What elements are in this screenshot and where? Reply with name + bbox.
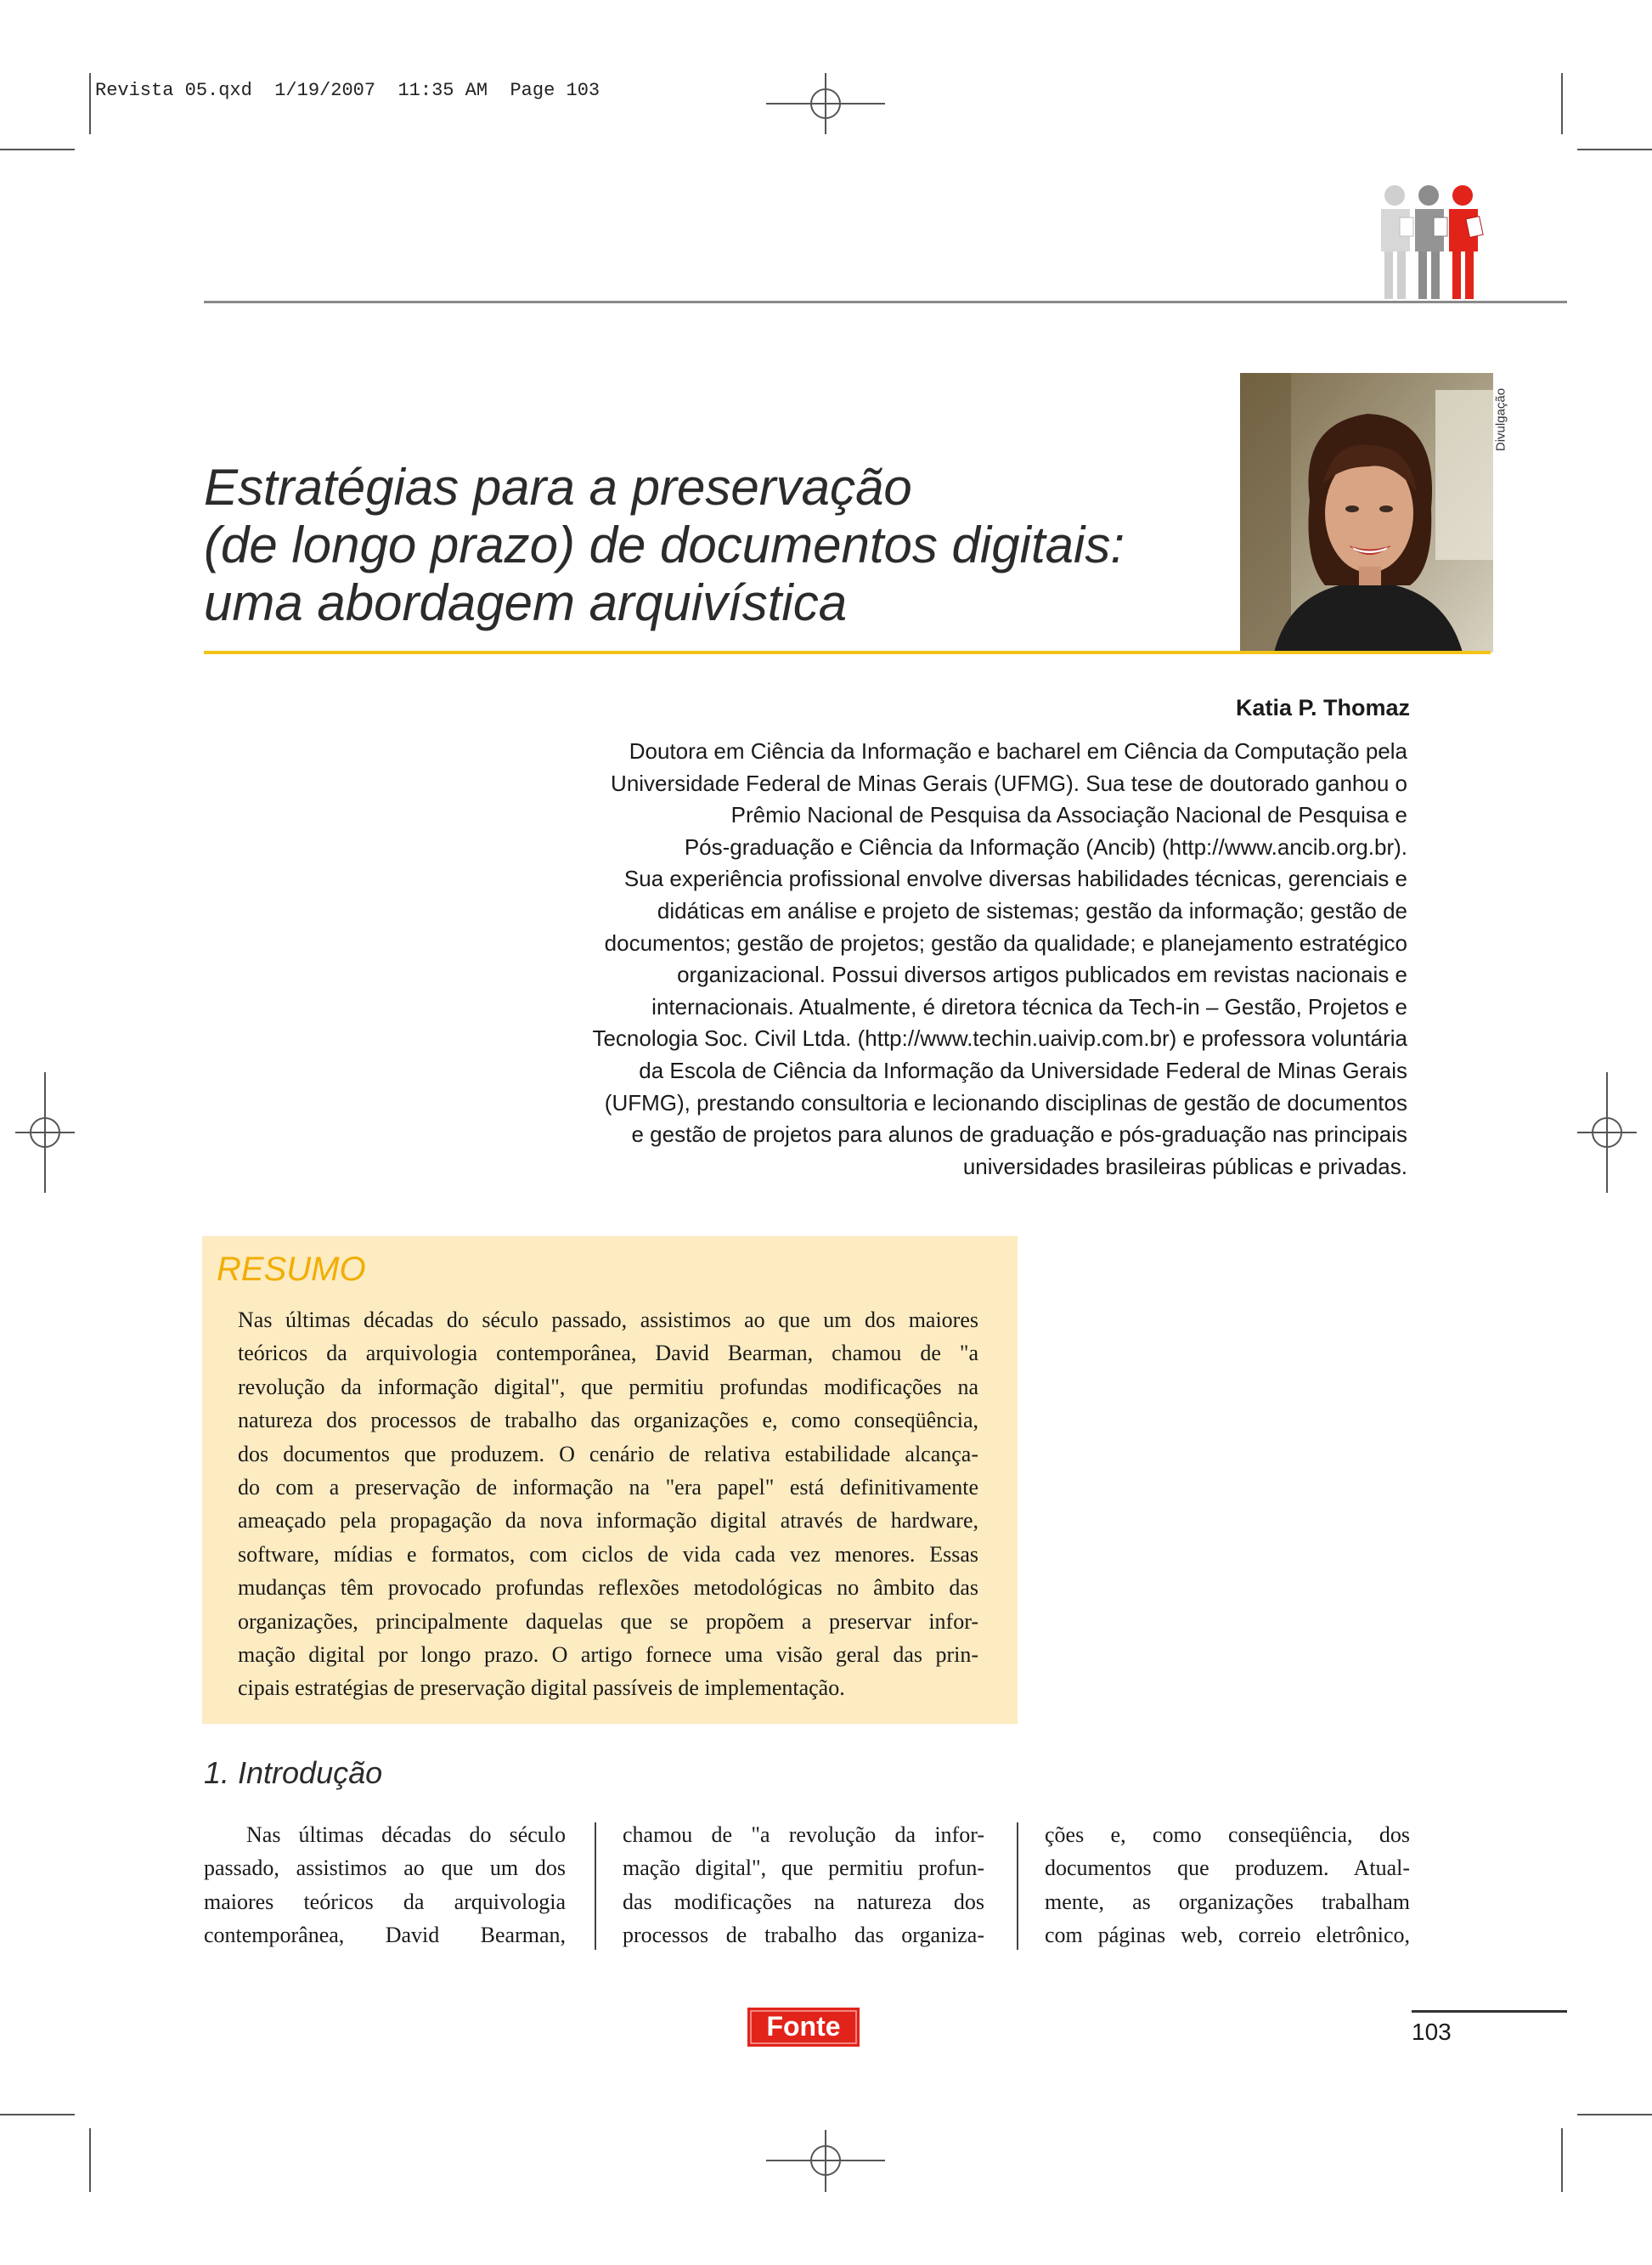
article-title (204, 459, 1249, 632)
fonte-logo-text: Fonte (766, 2011, 841, 2042)
resumo-line: organizações, principalmente daquelas que se propõem a preservar infor- (238, 1608, 978, 1634)
title-line: (de longo prazo) de documentos digitais: (204, 517, 1125, 573)
resumo-title: RESUMO (217, 1251, 366, 1288)
column-line: mação digital", que permitiu profun- (623, 1855, 984, 1881)
page-number: 103 (1412, 2019, 1452, 2045)
bio-line: Sua experiência profissional envolve diversas habilidades técnicas, gerenciais e (623, 866, 1407, 892)
author-bio (456, 736, 1407, 1183)
title-line: uma abordagem arquivística (204, 574, 848, 631)
author-name: Katia P. Thomaz (1235, 695, 1410, 720)
column-line: mente, as organizações trabalham (1045, 1889, 1410, 1914)
bio-line: e gestão de projetos para alunos de graduação e pós-graduação nas principais (631, 1121, 1407, 1148)
section-heading: 1. Introdução (204, 1755, 383, 1790)
column-line: contemporânea, David Bearman, (204, 1923, 566, 1948)
resumo-line: mudanças têm provocado profundas reflexões metodológicas no âmbito das (238, 1575, 978, 1601)
bio-line: Pós-graduação e Ciência da Informação (Ancib) (http://www.ancib.org.br). (684, 833, 1407, 860)
resumo-text (238, 1303, 978, 1705)
bio-line: Doutora em Ciência da Informação e bacharel em Ciência da Computação pela (629, 738, 1407, 764)
fonte-logo (747, 2008, 860, 2047)
bio-line: Tecnologia Soc. Civil Ltda. (http://www.techin.uaivip.com.br) e professora voluntária (592, 1025, 1407, 1052)
bio-line: universidades brasileiras públicas e privadas. (962, 1153, 1407, 1179)
resumo-line: ameaçado pela propagação da nova informação digital através de hardware, (238, 1508, 978, 1534)
resumo-line: do com a preservação de informação na "era papel" está definitivamente (238, 1475, 978, 1500)
resumo-line: revolução da informação digital", que permitiu profundas modificações na (238, 1374, 978, 1399)
bio-line: organizacional. Possui diversos artigos publicados em revistas nacionais e (677, 962, 1407, 988)
resumo-line: dos documentos que produzem. O cenário de relativa estabilidade alcança- (238, 1441, 978, 1466)
title-line: Estratégias para a preservação (204, 459, 912, 516)
column-line: processos de trabalho das organiza- (623, 1923, 984, 1948)
column-line: passado, assistimos ao que um dos (204, 1855, 566, 1881)
header-rule (204, 301, 1567, 303)
author-portrait (1240, 373, 1493, 652)
resumo-line: Nas últimas décadas do século passado, assistimos ao que um dos maiores (238, 1308, 978, 1332)
column-divider (1017, 1822, 1018, 1950)
resumo-line: teóricos da arquivologia contemporânea, David Bearman, chamou de "a (238, 1341, 978, 1366)
column-line: com páginas web, correio eletrônico, (1045, 1923, 1410, 1948)
bio-line: internacionais. Atualmente, é diretora técnica da Tech-in – Gestão, Projetos e (651, 993, 1407, 1020)
photo-credit (1488, 377, 1514, 462)
resumo-line: mação digital por longo prazo. O artigo fornece uma visão geral das prin- (238, 1642, 978, 1668)
bio-line: da Escola de Ciência da Informação da Universidade Federal de Minas Gerais (639, 1057, 1407, 1083)
bio-line: documentos; gestão de projetos; gestão da qualidade; e planejamento estratégico (604, 929, 1407, 956)
bio-line: (UFMG), prestando consultoria e lecionando disciplinas de gestão de documentos (604, 1089, 1407, 1116)
print-slug: Revista 05.qxd 1/19/2007 11:35 AM Page 103 (95, 80, 600, 101)
bio-line: Universidade Federal de Minas Gerais (UFMG). Sua tese de doutorado ganhou o (611, 770, 1407, 796)
column-line: documentos que produzem. Atual- (1045, 1855, 1410, 1881)
bio-line: didáticas em análise e projeto de sistemas; gestão da informação; gestão de (657, 897, 1407, 924)
footer-rule (1412, 2010, 1567, 2013)
column-divider (595, 1822, 596, 1950)
bio-line: Prêmio Nacional de Pesquisa da Associação Nacional de Pesquisa e (730, 802, 1407, 828)
resumo-line: software, mídias e formatos, com ciclos de vida cada vez menores. Essas (238, 1541, 978, 1567)
three-people-icon (1376, 184, 1495, 302)
text-column-1 (204, 1818, 566, 1952)
text-column-2 (623, 1818, 984, 1952)
resumo-line: natureza dos processos de trabalho das organizações e, como conseqüência, (238, 1408, 978, 1433)
column-line: Nas últimas décadas do século (246, 1822, 566, 1847)
title-rule (204, 651, 1491, 654)
resumo-line: cipais estratégias de preservação digital passíveis de implementação. (238, 1675, 845, 1701)
column-line: ções e, como conseqüência, dos (1045, 1822, 1410, 1847)
text-column-3 (1045, 1818, 1410, 1952)
column-line: maiores teóricos da arquivologia (204, 1889, 566, 1914)
column-line: das modificações na natureza dos (623, 1889, 984, 1914)
column-line: chamou de "a revolução da infor- (623, 1822, 984, 1847)
photo-credit-text: Divulgação (1493, 387, 1508, 452)
